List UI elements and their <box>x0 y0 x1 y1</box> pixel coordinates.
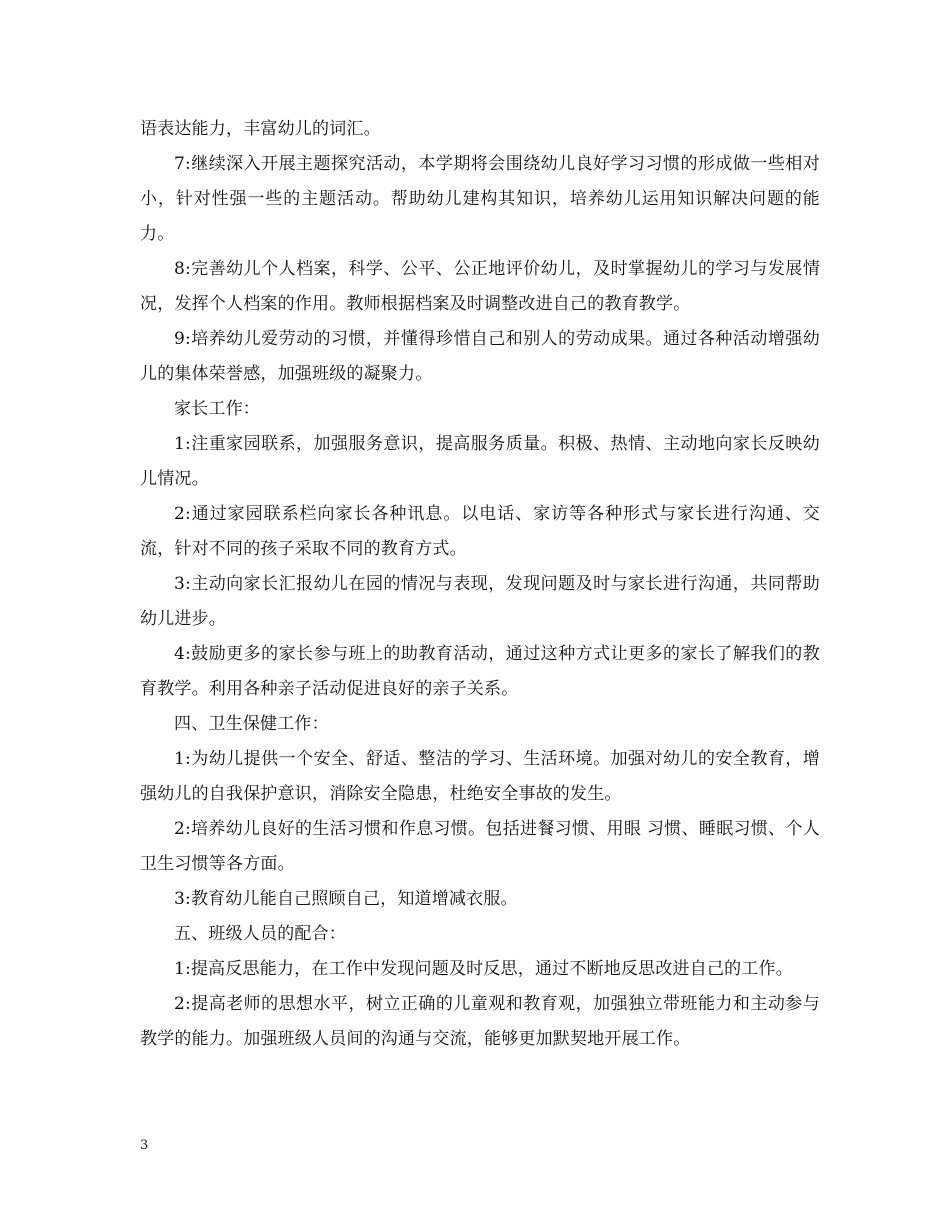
document-body <box>140 112 820 1057</box>
paragraph-health-item-1: 1:为幼儿提供一个安全、舒适、整洁的学习、生活环境。加强对幼儿的安全教育，增强幼儿的自我保护意识，消除安全隐患，杜绝安全事故的发生。 <box>140 749 820 804</box>
page-number: 3 <box>140 1138 149 1153</box>
paragraph-item-7-theme-activities: 7:继续深入开展主题探究活动，本学期将会围绕幼儿良好学习习惯的形成做一些相对小，针对性强一些的主题活动。帮助幼儿建构其知识，培养幼儿运用知识解决问题的能力。 <box>140 154 820 244</box>
section-heading-health-care: 四、卫生保健工作： <box>174 714 329 734</box>
paragraph-parent-item-2: 2:通过家园联系栏向家长各种讯息。以电话、家访等各种形式与家长进行沟通、交流，针对不同的孩子采取不同的教育方式。 <box>140 504 820 559</box>
paragraph-parent-item-1: 1:注重家园联系，加强服务意识，提高服务质量。积极、热情、主动地向家长反映幼儿情况。 <box>140 434 820 489</box>
paragraph-health-item-3: 3:教育幼儿能自己照顾自己，知道增减衣服。 <box>174 889 518 909</box>
paragraph-item-8-child-archives: 8:完善幼儿个人档案，科学、公平、公正地评价幼儿，及时掌握幼儿的学习与发展情况，发挥个人档案的作用。教师根据档案及时调整改进自己的教育教学。 <box>140 259 820 314</box>
section-heading-parent-work: 家长工作： <box>174 399 260 419</box>
paragraph-parent-item-4: 4:鼓励更多的家长参与班上的助教育活动，通过这种方式让更多的家长了解我们的教育教学。利用各种亲子活动促进良好的亲子关系。 <box>140 644 820 699</box>
paragraph-item-9-labor-habits: 9:培养幼儿爱劳动的习惯，并懂得珍惜自己和别人的劳动成果。通过各种活动增强幼儿的集体荣誉感，加强班级的凝聚力。 <box>140 329 820 384</box>
paragraph-health-item-2: 2:培养幼儿良好的生活习惯和作息习惯。包括进餐习惯、用眼 习惯、睡眠习惯、个人卫生习惯等各方面。 <box>140 819 820 874</box>
paragraph-staff-item-2: 2:提高老师的思想水平，树立正确的儿童观和教育观，加强独立带班能力和主动参与教学的能力。加强班级人员间的沟通与交流，能够更加默契地开展工作。 <box>140 994 820 1049</box>
paragraph-parent-item-3: 3:主动向家长汇报幼儿在园的情况与表现，发现问题及时与家长进行沟通，共同帮助幼儿进步。 <box>140 574 820 629</box>
paragraph-vocabulary-continuation: 语表达能力，丰富幼儿的词汇。 <box>140 119 381 139</box>
paragraph-staff-item-1: 1:提高反思能力，在工作中发现问题及时反思，通过不断地反思改进自己的工作。 <box>174 959 793 979</box>
section-heading-staff-cooperation: 五、班级人员的配合： <box>174 924 346 944</box>
